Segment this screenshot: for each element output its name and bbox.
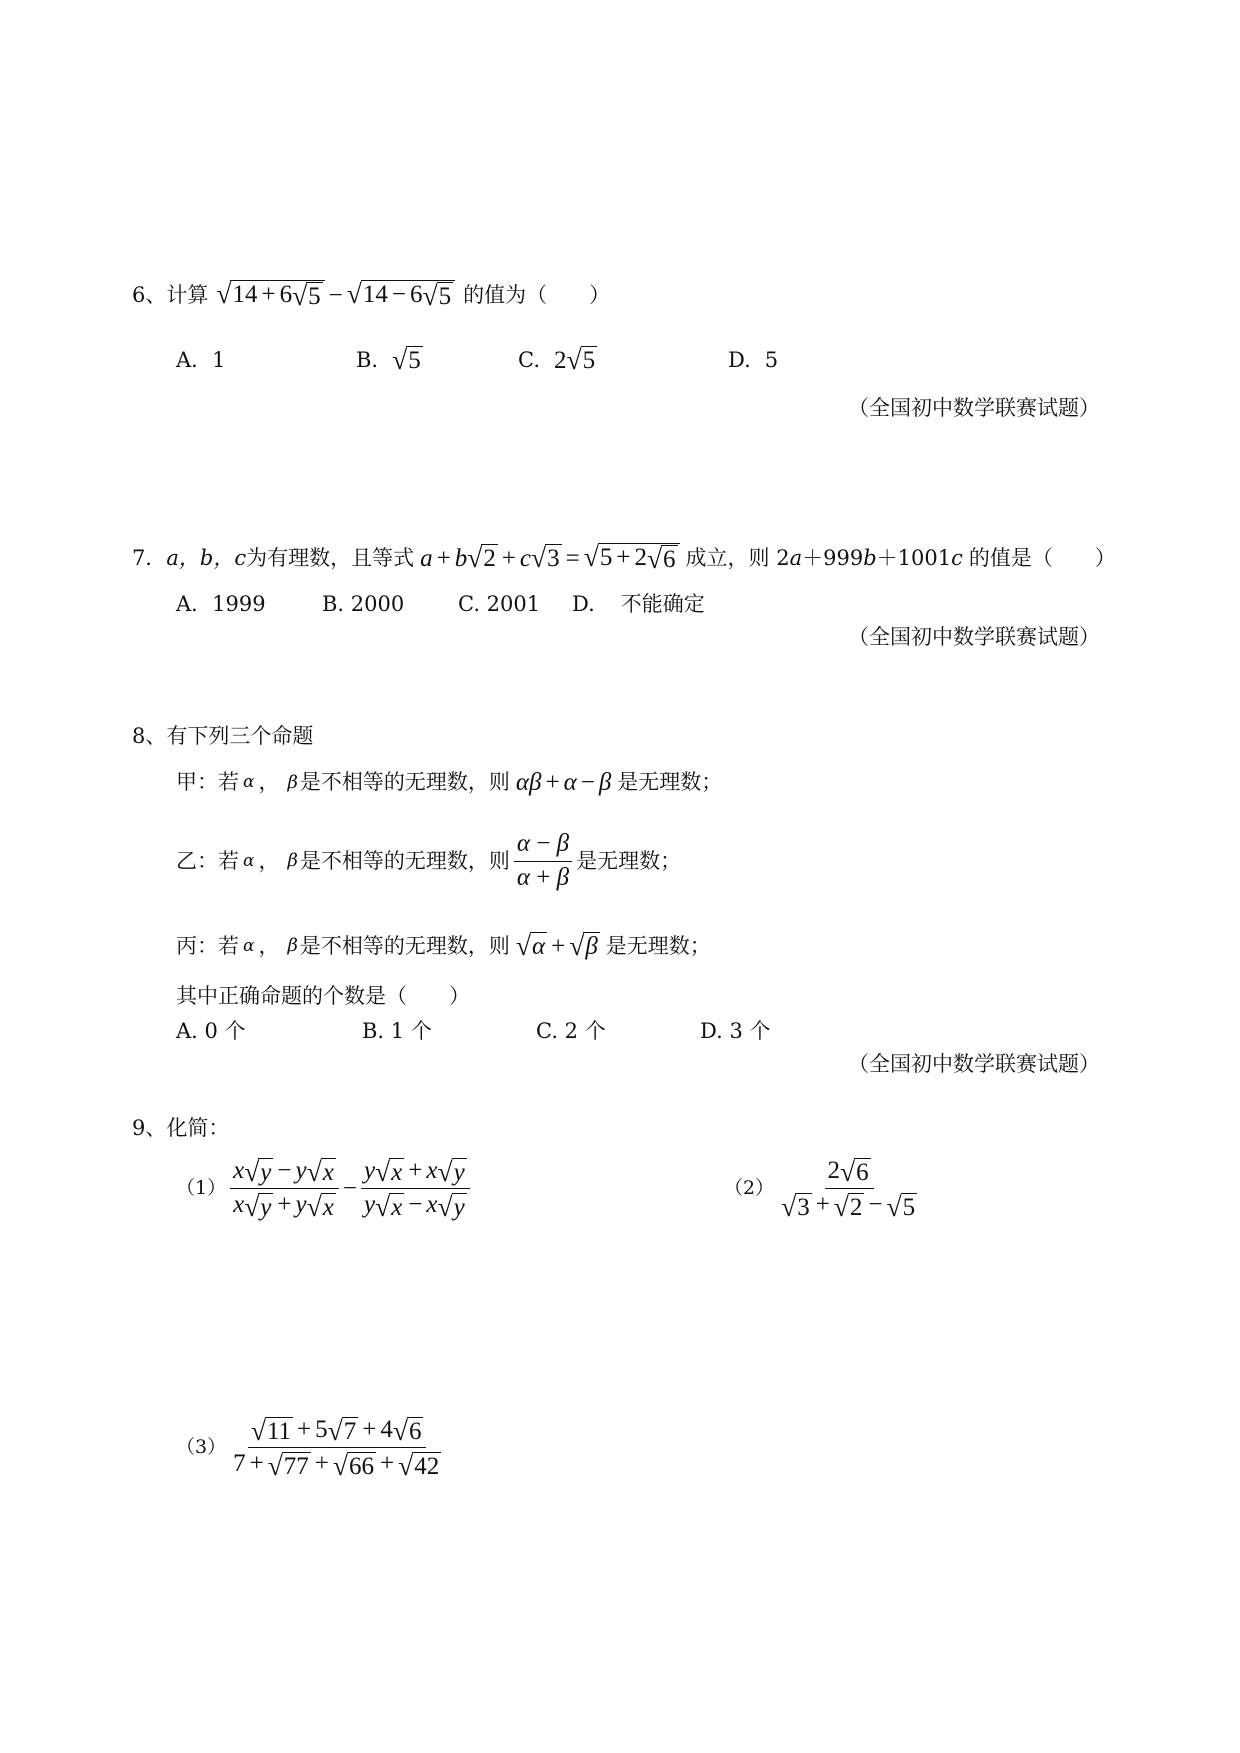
q7-source: （全国初中数学联赛试题） (848, 625, 1100, 649)
q6-option-a: A．1 (176, 348, 226, 372)
q9-part1: （1） x √ y − y √ x x √ y + y √ x − y √ x + x √ y y √ x − x √ y (176, 1157, 474, 1221)
q6-prefix: 6、计算 (132, 282, 209, 307)
q7-option-a: A．1999 (176, 592, 266, 616)
q8-option-a: A. 0 个 (176, 1019, 246, 1043)
q6-option-c: C. 2 √ 5 (518, 344, 596, 375)
q9-p1-fraction-2: y √ x + x √ y y √ x − x √ y (361, 1157, 470, 1221)
q8-yi: 乙：若 α ， β 是不相等的无理数，则 $\frac{\alpha - \beta}{\alpha + \beta}$ 是无理数； (176, 830, 682, 891)
q6-option-d: D. 5 (728, 348, 779, 372)
q8-option-b: B. 1 个 (362, 1019, 432, 1043)
q8-option-d: D. 3 个 (700, 1019, 771, 1043)
q6-option-b: B. √ 5 (356, 344, 421, 375)
q9-p2-fraction: 2 √ 6 √ 3 + √ 2 − √ 5 (781, 1156, 916, 1222)
q7-line: 7． a，b，c 为有理数，且等式 a + b √ 2 + c √ 3 = √ 5 + 2 √ 6 成立，则 2 a ＋999 b ＋1001 c 的值是（ ） (132, 541, 1116, 575)
q8-option-c: C. 2 个 (536, 1019, 606, 1043)
q9-p3-fraction: √ 11 + 5 √ 7 + 4 √ 6 7 + √ 77 + √ 66 + √ 42 (233, 1415, 440, 1481)
q7-equation: a + b √ 2 + c √ 3 = √ 5 + 2 √ 6 (420, 543, 679, 573)
q9-part3: （3） √ 11 + 5 √ 7 + 4 √ 6 7 + √ 77 + √ 66 + √ 42 (176, 1416, 448, 1480)
q7-option-b: B. 2000 (322, 592, 405, 616)
q8-yi-fraction: $\frac{\alpha - \beta}{\alpha + \beta}$ (514, 830, 572, 893)
q8-bing: 丙：若 α ， β 是不相等的无理数，则 √ α + √ β 是无理数； (176, 930, 711, 961)
q7-option-d: D. 不能确定 (572, 592, 705, 616)
q6-suffix: 的值为（ ） (463, 282, 611, 307)
q8-question: 其中正确命题的个数是（ ） (176, 984, 470, 1008)
q9-part2: （2） 2 √ 6 √ 3 + √ 2 − √ 5 (724, 1157, 924, 1221)
q8-bing-expr: √ α + √ β (515, 930, 598, 961)
q8-source: （全国初中数学联赛试题） (848, 1052, 1100, 1076)
q9-p1-fraction-1: x √ y − y √ x x √ y + y √ x (230, 1157, 339, 1221)
q8-jia: 甲：若 α ， β 是不相等的无理数，则 αβ + α − β 是无理数； (176, 769, 723, 796)
q6-source: （全国初中数学联赛试题） (848, 396, 1100, 420)
q6-expression: √ 14 + 6 √ 5 − √ 14 − 6 √ 5 (216, 280, 455, 310)
q6-line (132, 280, 610, 310)
q8-title: 8、有下列三个命题 (132, 724, 314, 748)
q9-title: 9、化简： (132, 1116, 230, 1140)
q7-option-c: C. 2001 (458, 592, 541, 616)
q8-jia-expr: αβ + α − β (515, 769, 612, 796)
